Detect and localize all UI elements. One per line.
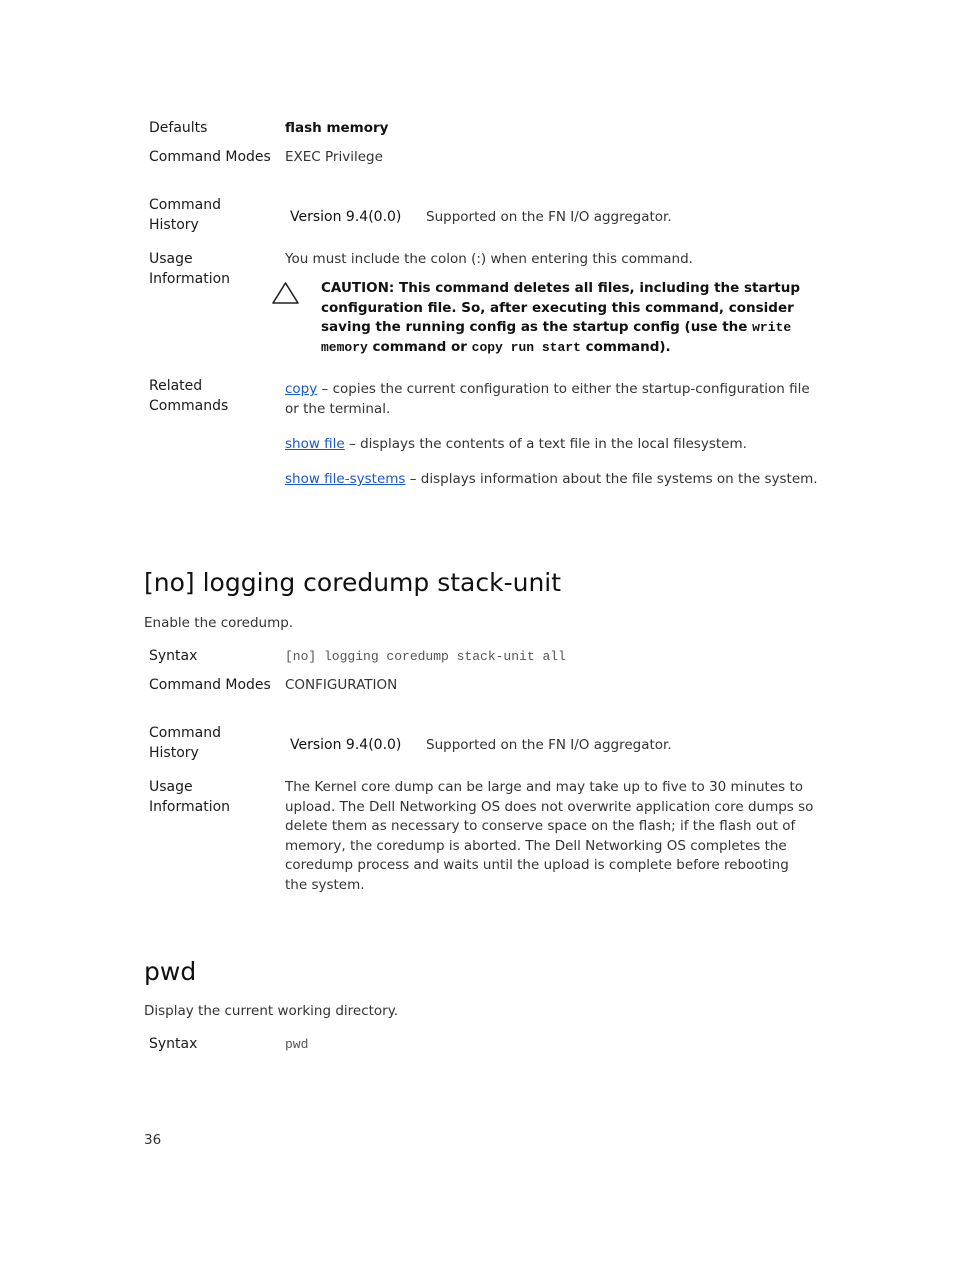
related-item-show-file	[285, 435, 825, 455]
usage-information-label: Usage Information	[149, 251, 231, 287]
syntax-label: Syntax	[149, 1036, 198, 1052]
command-modes-value: CONFIGURATION	[285, 677, 398, 693]
syntax-value: [no] logging coredump stack-unit all	[285, 649, 566, 664]
syntax-label: Syntax	[149, 648, 198, 664]
usage-information-text: You must include the colon (:) when entering this command.	[285, 251, 693, 267]
caution-text-mid: command or	[372, 338, 467, 355]
copy-link[interactable]: copy	[285, 381, 318, 397]
page-number: 36	[144, 1132, 162, 1148]
usage-information-text: The Kernel core dump can be large and may take up to five to 30 minutes to upload. The Dell Networking OS does not overwrite application core dumps so delete them as necessary to conserve space on the flash; if the flash out of memory, the coredump is aborted. The Dell Networking OS completes the coredump process and waits until the upload is complete before rebooting the system.	[285, 779, 814, 893]
related-desc: – displays the contents of a text file in the local filesystem.	[344, 436, 747, 452]
history-description: Supported on the FN I/O aggregator.	[426, 737, 672, 753]
command-modes-label: Command Modes	[149, 677, 271, 693]
caution-code-copy-run-start: copy run start	[471, 339, 581, 355]
caution-code-write-memory: write memory	[321, 320, 792, 355]
related-desc: – displays information about the file systems on the system.	[405, 471, 818, 487]
command-history-label: Command History	[149, 725, 221, 761]
command-modes-value: EXEC Privilege	[285, 149, 383, 165]
section-intro: Display the current working directory.	[144, 1003, 399, 1019]
section-title-pwd: pwd	[144, 957, 197, 986]
caution-note	[321, 279, 826, 357]
section-title-logging-coredump: [no] logging coredump stack-unit	[144, 568, 562, 597]
related-item-copy	[285, 380, 825, 419]
related-desc: – copies the current configuration to either the startup-configuration file or the terminal.	[285, 381, 810, 417]
usage-information-label: Usage Information	[149, 779, 231, 815]
defaults-value: flash memory	[285, 120, 389, 136]
command-history-label: Command History	[149, 197, 221, 233]
command-modes-label: Command Modes	[149, 149, 271, 165]
defaults-label: Defaults	[149, 120, 208, 136]
history-description: Supported on the FN I/O aggregator.	[426, 209, 672, 225]
section-intro: Enable the coredump.	[144, 615, 294, 631]
show-file-link[interactable]: show file	[285, 436, 345, 452]
caution-icon	[271, 281, 300, 305]
show-file-systems-link[interactable]: show file-systems	[285, 471, 406, 487]
related-item-show-file-systems	[285, 470, 825, 490]
history-version: Version 9.4(0.0)	[290, 737, 402, 753]
caution-text: CAUTION: This command deletes all files, including the startup configuration file. So, after executing this command, consider saving the running config as the startup config (use the	[321, 280, 800, 335]
caution-text-end: command).	[585, 338, 671, 355]
history-version: Version 9.4(0.0)	[290, 209, 402, 225]
related-commands-label: Related Commands	[149, 378, 229, 414]
syntax-value: pwd	[285, 1037, 309, 1052]
